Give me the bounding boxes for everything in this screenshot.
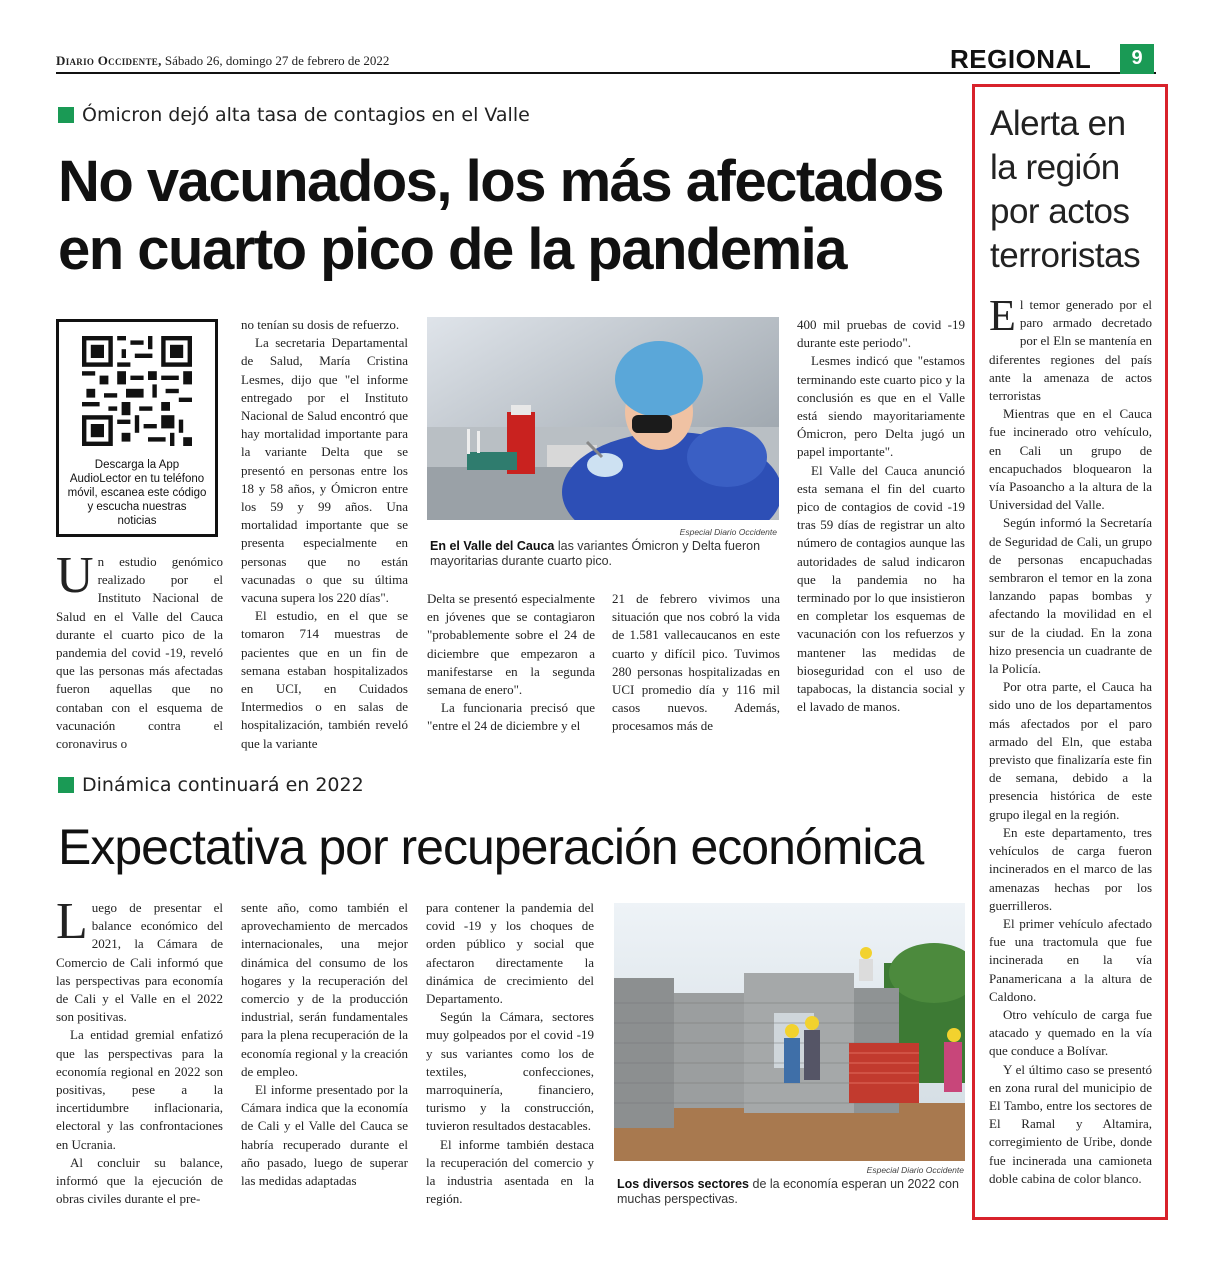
story2-paragraph: El informe también destaca la recuperación del comercio y la industria asentada en la región. xyxy=(426,1136,594,1207)
story1-paragraph: 21 de febrero vivimos una situación que nos cobró la vida de 1.581 vallecaucanos en este cuarto y difícil pico. Tuvimos 280 personas hospitalizadas en UCI promedio día y 116 mil casos nuevos. Además, procesamos más de xyxy=(612,591,780,734)
story1-column-2 xyxy=(241,316,408,753)
paper-name: Diario Occidente, xyxy=(56,53,162,68)
story2-headline: Expectativa por recuperación económica xyxy=(58,819,924,875)
story2-paragraph: Al concluir su balance, informó que la ejecución de obras civiles durante el pre- xyxy=(56,1154,223,1207)
sidebar-paragraph: Según informó la Secretaría de Seguridad de Cali, un grupo de personas encapuchadas sembraron el temor en la zona lanzando papas bombas y afectando la movilidad en el sur de la ciudad. En la zona hizo presencia un cuadrante de la Policía. xyxy=(989,515,1152,677)
qr-instructions: Descarga la App AudioLector en tu teléfono móvil, escanea este código y escucha nuestras noticias xyxy=(67,459,207,527)
page-number: 9 xyxy=(1120,44,1154,74)
photo-credit: Especial Diario Occidente xyxy=(866,1165,964,1175)
photo-credit: Especial Diario Occidente xyxy=(679,527,777,537)
story1-paragraph: Lesmes indicó que "estamos terminando este cuarto pico y la conclusión es que en el Valle está siendo mayoritariamente Ómicron, pero Delta jugó un papel importante". xyxy=(797,353,965,460)
story2-paragraph: Según la Cámara, sectores muy golpeados por el covid -19 y sus variantes como los de textiles, confecciones, marroquinería, financiero, turismo y la construcción, tuvieron resultados destacables. xyxy=(426,1009,594,1134)
sidebar-paragraph: Otro vehículo de carga fue atacado y quemado en la vía que conduce a Bolívar. xyxy=(989,1006,1152,1059)
masthead xyxy=(56,53,389,69)
story2-paragraph: El informe presentado por la Cámara indica que la economía de Cali y el Valle del Cauca se habría recuperado durante el año pasado, luego de superar las medidas adaptadas xyxy=(241,1082,408,1189)
story2-paragraph: sente año, como también el aprovechamiento de mercados internacionales, una mejor dinámica del consumo de los hogares y la recuperación del comercio y de la producción industrial, serán fundamentales para la plena recuperación de la economía regional y la creación de empleo. xyxy=(241,900,408,1079)
sidebar-paragraph: El primer vehículo afectado fue una tractomula que fue incinerada en la vía Panamericana a la altura de Caldono. xyxy=(989,915,1152,1004)
dropcap-e: E xyxy=(989,291,1016,340)
sidebar-title: Alerta en la región por actos terroristas xyxy=(990,104,1141,275)
caption-lead: Los diversos sectores xyxy=(617,1177,750,1191)
story1-headline-line1: No vacunados, los más afectados xyxy=(58,149,944,214)
dropcap-l: L xyxy=(56,893,88,950)
kicker-square-icon xyxy=(58,777,74,793)
sidebar-text xyxy=(989,291,1152,1188)
story1-column-3 xyxy=(427,590,595,736)
lab-scientist-image xyxy=(427,317,779,520)
story1-paragraph: La secretaria Departamental de Salud, María Cristina Lesmes, dijo que "el informe entregado por el Instituto Nacional de Salud encontró que hay mortalidad importante para la variante Delta que se presentó en personas entre los 18 y 58 años, y Ómicron entre los 59 y 99 años. Una mortalidad importante que se presenta especialmente en personas que no están vacunadas o que su última vacuna supera los 220 días". xyxy=(241,335,408,606)
story1-paragraph: 400 mil pruebas de covid -19 durante este periodo". xyxy=(797,317,965,351)
story1-headline-line2: en cuarto pico de la pandemia xyxy=(58,217,847,282)
story2-column-1 xyxy=(56,893,223,1208)
story2-paragraph: para contener la pandemia del covid -19 y los choques de orden público y social que afectaron directamente la dinámica de crecimiento del Departamento. xyxy=(426,900,594,1007)
section-title: REGIONAL xyxy=(950,44,1092,74)
photo-caption xyxy=(617,1177,967,1207)
story1-paragraph: Delta se presentó especialmente en jóvenes que se contagiaron "probablemente sobre el 24 de diciembre que empezaron a manifestarse en la segunda semana de enero". xyxy=(427,591,595,698)
story1-column-1 xyxy=(56,547,223,753)
construction-photo xyxy=(614,903,965,1161)
issue-date: Sábado 26, domingo 27 de febrero de 2022 xyxy=(164,53,390,68)
story1-headline xyxy=(58,148,968,284)
story2-paragraph: uego de presentar el balance económico del 2021, la Cámara de Comercio de Cali informó que las perspectivas para economía de Cali y el Valle en el 2022 son positivas. xyxy=(56,900,223,1025)
sidebar-paragraph: Y el último caso se presentó en zona rural del municipio de El Tambo, entre los sectores de El Ramal y Altamira, corregimiento de Uribe, donde fue incinerada una camioneta doble cabina de color blanco. xyxy=(989,1061,1152,1186)
story1-paragraph: El estudio, en el que se tomaron 714 muestras de pacientes que en un fin de semana estaban hospitalizados en UCI, en Cuidados Intermedios o en salas de hospitalización, también reveló que la variante xyxy=(241,608,408,751)
story1-kicker xyxy=(58,104,530,126)
lab-photo xyxy=(427,317,779,520)
story2-kicker-text: Dinámica continuará en 2022 xyxy=(82,774,364,796)
dropcap-u: U xyxy=(56,547,94,604)
kicker-square-icon xyxy=(58,107,74,123)
sidebar-paragraph: Mientras que en el Cauca fue incinerado otro vehículo, en Cali un grupo de encapuchados bloquearon la vía Pasoancho a la altura de la Universidad del Valle. xyxy=(989,406,1152,513)
story1-paragraph: El Valle del Cauca anunció esta semana el fin del cuarto pico de contagios de covid -19 tras 59 días de registrar un alto número de contagios aunque las autoridades de salud indicaron que la pandemia no ha terminado por lo que insistieron en completar los esquemas de vacunación con los refuerzos y mantener las medidas de bioseguridad con el uso de tapabocas, la distancia social y el lavado de manos. xyxy=(797,462,965,715)
story1-paragraph: n estudio genómico realizado por el Instituto Nacional de Salud en el Valle del Cauca durante el cuarto pico de la pandemia del covid -19, reveló que las personas más afectadas fueron aquellas que no contaban con el esquema de vacunación contra el coronavirus o xyxy=(56,554,223,752)
caption-text: las variantes Ómicron y Delta fueron mayoritarias durante cuarto pico. xyxy=(430,539,761,568)
sidebar-paragraph: En este departamento, tres vehículos de carga fueron incinerados en el marco de las amenazas hechas por los guerrilleros. xyxy=(989,824,1152,913)
story2-column-3 xyxy=(426,899,594,1208)
photo-caption xyxy=(430,539,780,569)
sidebar-paragraph: Por otra parte, el Cauca ha sido uno de los departamentos más afectados por el paro armado del Eln, que estaba previsto que finalizaría este fin de semana, debido a la presencia histórica de este grupo ilegal en la región. xyxy=(989,679,1152,822)
caption-text: de la economía esperan un 2022 con muchas perspectivas. xyxy=(617,1177,959,1206)
story1-kicker-text: Ómicron dejó alta tasa de contagios en el Valle xyxy=(82,104,530,126)
qr-box xyxy=(56,319,218,537)
sidebar-paragraph: l temor generado por el paro armado decretado por el Eln se mantenía en diferentes regiones del país ante la amenaza de actos terroristas xyxy=(989,297,1152,404)
construction-workers-image xyxy=(614,903,965,1161)
story1-paragraph: no tenían su dosis de refuerzo. xyxy=(241,317,400,332)
story1-column-5 xyxy=(797,316,965,716)
caption-lead: En el Valle del Cauca xyxy=(430,539,555,553)
qr-code-icon xyxy=(81,336,193,446)
story1-column-4 xyxy=(612,590,780,736)
story2-kicker xyxy=(58,774,364,796)
story2-column-2 xyxy=(241,899,408,1190)
story2-paragraph: La entidad gremial enfatizó que las perspectivas para la economía regional en 2022 son positivas, pese a la incertidumbre inflacionaria, electoral y las confrontaciones en Ucrania. xyxy=(56,1027,223,1152)
story1-paragraph: La funcionaria precisó que "entre el 24 de diciembre y el xyxy=(427,700,595,734)
